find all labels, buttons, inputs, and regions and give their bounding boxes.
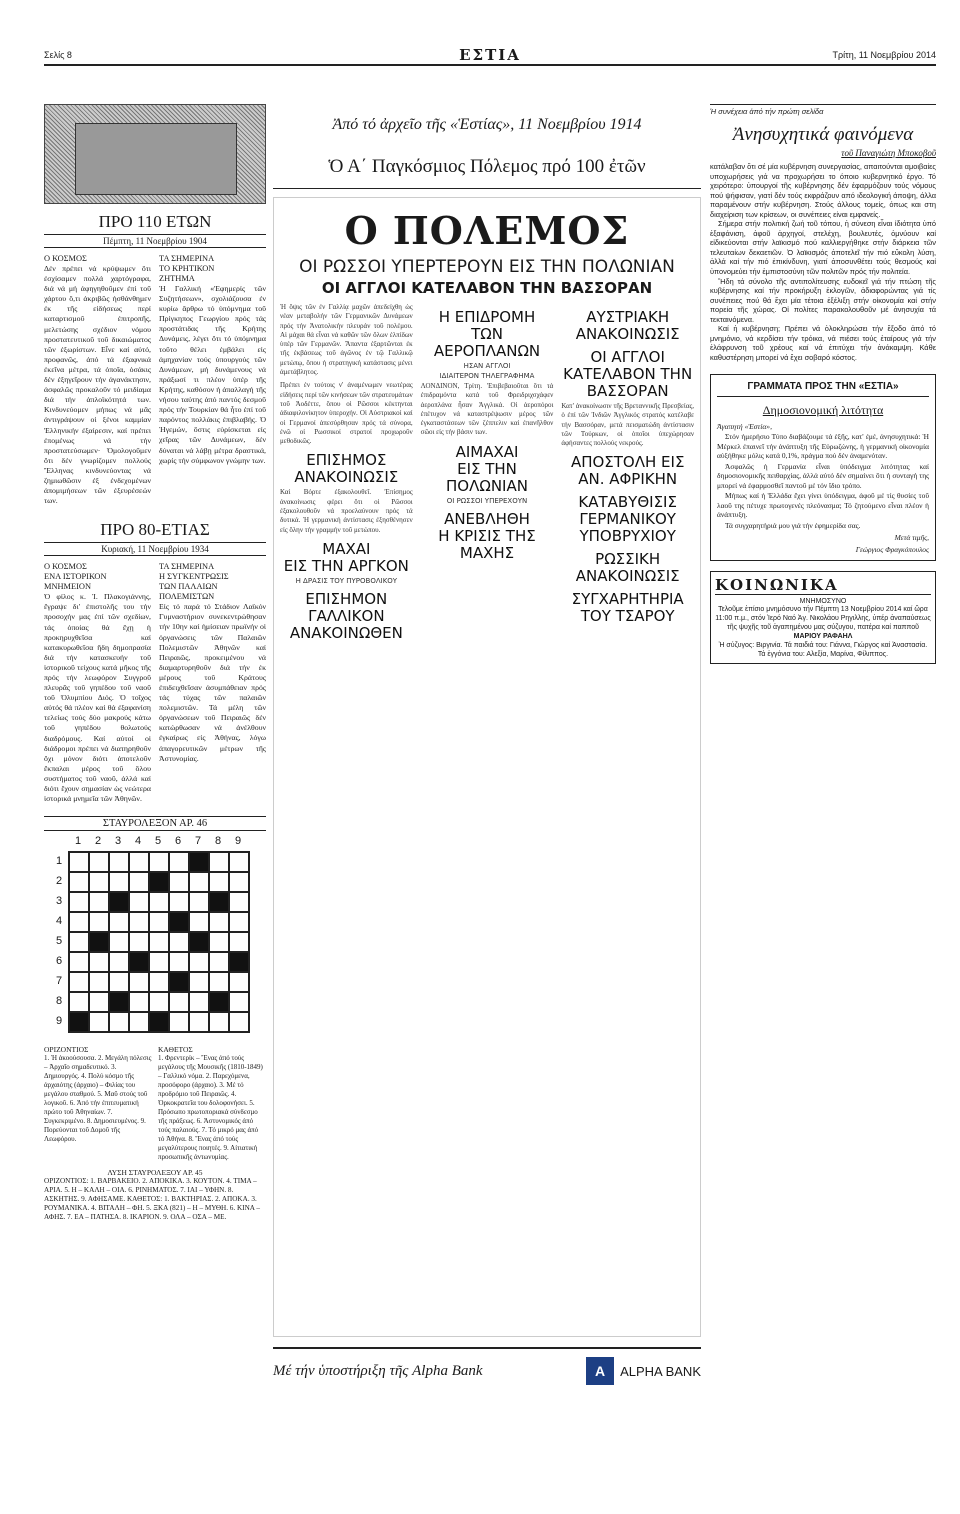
row-number: 1 [56,855,63,868]
article-simerina-1904 [159,254,266,506]
clip-text: Καί Βόρτε ἐξακολουθεῖ. Ἐπίσημος ἀνακοίνωσις φέρει ὅτι οἱ Ρῶσσοι ἐξακολουθοῦν νά προελαύνουν πρός τά δυτικά. Ἡ γερμανική ἀντίστασις ἐξησθένησεν εἰς ὅλην τήν γραμμήν τοῦ μετώπου. [280,488,413,534]
crossword-cell[interactable] [229,852,249,872]
crossword-cell [189,932,209,952]
crossword-cell[interactable] [89,892,109,912]
clip-subhead: ΑΠΟΣΤΟΛΗ ΕΙΣ ΑΝ. ΑΦΡΙΚΗΝ [570,453,685,489]
section-title: ΠΡΟ 110 ΕΤΩΝ [98,212,212,231]
crossword-cell[interactable] [69,972,89,992]
crossword-row-numbers [56,851,62,1031]
clip-column-3 [561,303,694,644]
crossword-cell[interactable] [109,872,129,892]
crossword-cell[interactable] [129,932,149,952]
social-head: ΚΟΙΝΩΝΙΚΑ [715,576,931,595]
col-number: 6 [174,835,182,848]
clues-text: 1. Φρεντερίκ – Ἔνας ἀπό τούς μεγάλους τῆς Μουσικῆς (1810-1849) – Γαλλικό νόμα. 2. Παρεχόμενα, προσόφορο (ἀρχαιο). 3. Μέ τό προδρόμιο τοῦ Πειραιῶς. 4. Ὁρκοκρατεῖα του δολοφονήσει. 5. Πρόσωπο πρωτοποριακά σύνδεσμο τῆς πράξεως. 6. Ἀστυνομικός ἀπό τούς παλαιούς. 7. Τό μικρό μας ἀπό τό Ἀθήνα. 8. Ἕνας ἀπό τούς μεγαλύτερους ποιητές. 9. Αἰτιατική προσωπικῆς ἀντωνυμίας. [158,1054,263,1162]
crossword-cell [149,872,169,892]
crossword-cell[interactable] [189,952,209,972]
crossword-cell [169,972,189,992]
section-title: ΠΡΟ 80-ΕΤΙΑΣ [100,520,210,540]
crossword-cell[interactable] [149,992,169,1012]
clues-head: ΟΡΙΖΟΝΤΙΟΣ [44,1045,89,1055]
archive-title: Ἀπό τό ἀρχεῖο τῆς «Ἑστίας», 11 Νοεμβρίου 1914 [332,116,642,133]
middle-column [273,104,701,1385]
crossword-grid[interactable] [68,851,250,1033]
section-110-years [44,212,266,248]
letter-closing: Μετά τιμῆς, [894,533,929,543]
clues-head: ΚΑΘΕΤΟΣ [158,1045,193,1055]
paragraph: Τά συγχαρητήριά μου γιά τήν ἐφημερίδα σας. [725,520,861,530]
crossword-cell [229,952,249,972]
crossword-cell[interactable] [169,892,189,912]
crossword-cell[interactable] [189,872,209,892]
article-simerina-1934 [159,562,266,804]
crossword-cell[interactable] [169,952,189,972]
paragraph: Ἤδη τά σύνολο τῆς αντιπολίτευσης ευδοκεῖ γιά τήν πτώση τῆς κυβέρνησης καί τήν προκήρυξη ἐκλογῶν, ἀδιαφορώντας γιά τίς συνέπειες πού θά ἔχει μία τέτοια ἐξέλιξη στήν οἰκονομία καί στήν πορεία τῆς χώρας. Οἱ πολίτες παρακολουθοῦν μέ ἀνησυχία τά τεκταινόμενα. [710,276,936,324]
row-number: 2 [56,875,63,888]
crossword-cell[interactable] [169,932,189,952]
clip-subhead: ΡΩΣΣΙΚΗ ΑΝΑΚΟΙΝΩΣΙΣ [575,550,680,586]
letter-salutation: Ἀγαπητή «Ἑστία», [717,422,773,432]
crossword-cell[interactable] [89,1012,109,1032]
crossword-cell[interactable] [229,892,249,912]
crossword-cell [189,852,209,872]
article-text: Δέν πρέπει νά κρύψωμεν ὅτι ἐσχίσαμεν πολλά χαρτόγραφα, διά νά μή ἀφηγηθοῦμεν ἐπί τοῦ χάρτου ὅ,τι ἀκριβῶς ἠσθάνθημεν ἐκ τῆς εἰδήσεως περί καταρτισμοῦ ἐπιτροπῆς, μελετώσης σχέδιον νόμου προστατευτικοῦ τοῦ δικαιώματος τῶν ἐξωρίστων. Εἶνε καί αὐτό, προφανῶς, ἀπό τά ἐξαφνικά ἐκεῖνα μέτρα, τά ὁποῖα, ὁσάκις δέν ἐξηγεῖρουν τήν ἀγανάκτησιν, ἀσφαλῶς προκαλοῦν τό μειδίαμα διά τήν ἀπλοϊκότητά των. Κινδυνεύομεν μήπως νά μᾶς ἀντιγράψουν οἱ ξένοι καμμίαν Ἑλληνικήν ἐξαίρεσιν, καί πρέπει ἐπομένως νά τήν προστατεύσωμεν· Ὁμολογοῦμεν ὅτι δέν γνωρίζομεν πολλούς Ἕλληνας κινδυνεύοντας νά ζημιωθῶσιν ἐξ ἐνδεχομένων ἀπομιμήσεων τῶν ἐξευρέσεών των. [44,264,151,506]
crossword-cell[interactable] [129,1012,149,1032]
crossword-column-numbers [68,835,248,847]
crossword-cell [109,992,129,1012]
crossword-cell[interactable] [189,1012,209,1032]
crossword-cell[interactable] [149,852,169,872]
crossword-cell[interactable] [189,912,209,932]
crossword-cell[interactable] [189,972,209,992]
solution-text: ΟΡΙΖΟΝΤΙΟΣ: 1. ΒΑΡΒΑΚΕΙΟ. 2. ΑΠΟΚΙΚΑ. 3. ΚΟΥΤΟΝ. 4. ΤΙΜΑ – ΑΡΙΑ. 5. Η – ΚΑΛΗ – ΟΙΑ. 6. ΡΙΝΗΜΑΤΟΣ. 7. ΙΑΙ – ΥΦΗΝ. 8. ΑΣΚΗΤΗΣ. 9. ΑΦΗΣΑΜΕ. ΚΑΘΕΤΟΣ: 1. ΒΑΚΤΗΡΙΑΣ. 2. ΑΠΟΚΑ. 3. ΡΟΥΜΑΝΙΚΑ. 4. ΒΙΤΑΛΗ – ΦΗ. 5. ΞΚΑ (821) – Η – ΜΥΘΗ. 6. ΚΙΝΑ – ΑΦΗΣ. 7. ΕΑ – ΠΑΤΗΣΑ. 8. ΙΚΑΡΙΟΝ. 9. ΟΛΑ – ΟΣΑ – ΜΕ. [44,1177,260,1222]
clip-subhead: ΜΑΧΑΙ ΕΙΣ ΤΗΝ ΑΡΓΚΟΝ [283,539,409,575]
crossword-cell[interactable] [209,1012,229,1032]
col-number: 4 [134,835,142,848]
clip-column-1 [280,303,413,644]
crossword-cell[interactable] [229,912,249,932]
crossword-cell[interactable] [109,912,129,932]
row-number: 8 [56,995,63,1008]
crossword-cell[interactable] [149,972,169,992]
crossword-cell[interactable] [89,852,109,872]
article-head: Ο ΚΟΣΜΟΣ ΕΝΑ ΙΣΤΟΡΙΚΟΝ ΜΝΗΜΕΙΟΝ [44,562,107,592]
clip-subhead: ΕΠΙΣΗΜΟΝ ΓΑΛΛΙΚΟΝ ΑΝΑΚΟΙΝΩΘΕΝ [289,589,403,642]
col-number: 7 [194,835,202,848]
crossword [56,835,256,1035]
article-text: Εἰς τό παρά τό Στάδιον Λαϊκόν Γυμναστήριον συνεκεντρώθησαν τήν 10ην καί ἡμίσειαν πρωϊνήν οἱ ὀργανώσεις τῶν Παλαιῶν Πολεμιστῶν Ἀθηνῶν καί Πειραιῶς, προκειμένου νά διαμαρτυρηθοῦν διά τήν ἐκ μέρους τοῦ Κράτους ἐπιδειχθεῖσαν ἀσυμπάθειαν πρός τάς τύχας τῶν παλαιῶν πολεμιστῶν. Τά μέλη τῶν ὀργανώσεων τοῦ Πειραιῶς δέν κατώρθωσαν νά ἀνέλθουν ἐγκαίρως εἰς Ἀθήνας, λόγω ἀπαγορευτικῶν μέτρων τῆς Ἀστυνομίας. [159,602,266,763]
paragraph: Ἀσφαλῶς ἡ Γερμανία εἶναι ὑπόδειγμα λιτότητας καί δημοσιονομικῆς πειθαρχίας, ἀλλά αὐτό δέν σημαίνει ὅτι ἡ συνταγή της μπορεί νά ἐφαρμοσθεῖ παντοῦ μέ τόν ἴδιο τρόπο. [717,461,929,490]
crossword-cell[interactable] [109,932,129,952]
newspaper-logo: ΕΣΤΙΑ [459,46,521,64]
crossword-cell[interactable] [149,892,169,912]
crossword-cell[interactable] [69,872,89,892]
sponsor-text: Μέ τήν ὑποστήριξη τῆς Alpha Bank [273,1362,483,1379]
article-head: ΤΑ ΣΗΜΕΡΙΝΑ Η ΣΥΓΚΕΝΤΡΩΣΙΣ ΤΩΝ ΠΑΛΑΙΩΝ ΠΟΛΕΜΙΣΤΩΝ [159,562,229,602]
article-text: Ὁ φίλος κ. Ἰ. Πλακογιάννης, ἔγραψε δι' ἐπιστολῆς του τήν προσοχήν μας ἐπί τῶν σχεδίων, τάς ὁποίας θά ἔχῃ ἡ προκηρυχθεῖσα καί κατακυρωθεῖσα ἤδη δημοπρασία διά τήν κατασκευήν τοῦ ἱστορικοῦ τείχους κατά μῆκος τῆς πρός τήν λεωφόρον Συγγροῦ πλευρᾶς τοῦ γηπέδου τοῦ ναοῦ τοῦ Ὀλυμπίου Διός. Ὁ τοῖχος αὐτός θά πλέον καί θά ἐξαφανίση τελείως τούς δύο μακρούς κάτω τοῦ γηπέδου θολωτούς διαδρόμους. Καί αὐτοί οἱ διάδρομοι πρέπει νά διατηρηθοῦν ὄχι μόνον διότι ἀποτελοῦν ἔκπαλαι μέρος τοῦ ὅλου συστήματος τοῦ ναοῦ, ἀλλά καί διότι ἔχουν σημασίαν ὡς νεώτερα ἱστορικά μνημεῖα τῶν Ἀθηνῶν. [44,592,151,804]
social-name: ΜΑΡΙΟΥ ΡΑΦΑΗΛ [793,633,853,641]
crossword-cell[interactable] [69,852,89,872]
section-110-columns [44,254,266,506]
clip-column-2 [421,303,554,644]
crossword-cell[interactable] [129,852,149,872]
crossword-cell[interactable] [209,932,229,952]
crossword-cell[interactable] [129,972,149,992]
bank-logo [586,1357,701,1385]
section-date: Κυριακή, 11 Νοεμβρίου 1934 [44,542,266,556]
crossword-cell[interactable] [229,1012,249,1032]
letters-box [710,374,936,561]
letter-title: Δημοσιονομική λιτότητα [762,403,884,418]
crossword-cell[interactable] [89,912,109,932]
crossword-cell[interactable] [89,952,109,972]
row-number: 5 [56,935,63,948]
clip-subhead: ΑΝΕΒΛΗΘΗ Η ΚΡΙΣΙΣ ΤΗΣ ΜΑΧΗΣ [438,509,536,562]
crossword-cell[interactable] [229,992,249,1012]
clip-subhead: Η ΕΠΙΔΡΟΜΗ ΤΩΝ ΑΕΡΟΠΛΑΝΩΝ [433,308,541,360]
clip-subhead: ΟΙ ΑΓΓΛΟΙ ΚΑΤΕΛΑΒΟΝ ΤΗΝ ΒΑΣΣΟΡΑΝ [563,348,693,400]
right-column [710,104,936,664]
section-date: Πέμπτη, 11 Νοεμβρίου 1904 [44,234,266,248]
crossword-cell[interactable] [129,892,149,912]
social-sub: ΜΝΗΜΟΣΥΝΟ [799,598,847,606]
clip-subhead-small: ΗΣΑΝ ΑΓΓΛΟΙ [463,362,511,370]
crossword-cell [169,912,189,932]
crossword-cell[interactable] [89,872,109,892]
crossword-title: ΣΤΑΥΡΟΛΕΞΟΝ ΑΡ. 46 [44,816,266,831]
across-clues [44,1045,152,1162]
clues-text: 1. Ἡ ἀκοούσουσα. 2. Μεγάλη πόλεσις – Ἀρχαῖο σημαδευτικό. 3. Δημιουργός. 4. Πολύ κόσμο τῆς ἀρχαιότης (ἀρχαιο) – Φιλίας του μεγάλου σταθμού. 5. Μαῦ στούς τοῦ λογικοῦ. 6. Ἀπό τήν ἐπιτευματική πρώτο τοῦ Ἀθηναίων. 7. Συγκεκριμένο. 8. Δημοσιευμένος. 9. Πορεύονται τοῦ Δομοῦ τῆς Λεωφόρου. [44,1054,152,1144]
archive-header [273,116,701,178]
article-kosmos-1934 [44,562,151,804]
col-number: 5 [154,835,162,848]
clip-subhead-small: Η ΔΡΑΣΙΣ ΤΟΥ ΠΥΡΟΒΟΛΙΚΟΥ [295,576,398,585]
crossword-cell[interactable] [109,972,129,992]
left-column [44,104,266,1409]
crossword-cell[interactable] [89,972,109,992]
crossword-cell[interactable] [69,892,89,912]
crossword-cell[interactable] [109,852,129,872]
crossword-cell[interactable] [209,912,229,932]
crossword-cell[interactable] [129,992,149,1012]
crossword-cell[interactable] [189,892,209,912]
col-number: 3 [114,835,122,848]
clip-tag: ΙΔΙΑΙΤΕΡΟΝ ΤΗΛΕΓΡΑΦΗΜΑ [439,372,535,380]
row-number: 4 [56,915,63,928]
row-number: 6 [56,955,63,968]
clip-subhead: ΚΑΤΑΒΥΘΙΣΙΣ ΓΕΡΜΑΝΙΚΟΥ ΥΠΟΒΡΥΧΙΟΥ [578,493,677,546]
crossword-cell[interactable] [89,992,109,1012]
col-number: 9 [234,835,242,848]
social-text: Τελοῦμε ἐπίσιο μνημόσυνο τήν Πέμπτη 13 Νοεμβρίου 2014 καί ὥρα 11:00 π.μ., στόν Ἱερό Ναό Ἁγ. Νικολάου Ρηγιλλης, ὑπέρ ἀναπαύσεως τῆς ψυχῆς τοῦ ἀγαπημένου μας σύζυγου, πατέρα καί παπποῦ [715,606,931,632]
clip-deck-2: ΟΙ ΑΓΓΛΟΙ ΚΑΤΕΛΑΒΟΝ ΤΗΝ ΒΑΣΣΟΡΑΝ [321,279,653,297]
clip-text: Ἡ ὄψις τῶν ἐν Γαλλίᾳ μαχῶν ἀπεδείχθη ὡς νέαν μεταβολήν τῶν Γερμανικῶν Δυνάμεων πρός τήν Ἀνατολικήν πλευράν τοῦ πολέμου. Αἱ μάχαι θά εἶναι νά καθῶν τῶν ὅλων ἐλπίδων ὑπέρ τῶν Γερμανῶν. Ἄπαντα ἐξαρτῶνται ἐκ τῆς ἐκβάσεως τοῦ ἀγῶνος ἐν τῷ Γαλλικῷ μετώπῳ, ὅπου ἡ στρατηγική κατάστασις μένει ἀμετάβλητος. [280,303,413,377]
social-box [710,571,936,664]
crossword-cell[interactable] [129,912,149,932]
crossword-cell[interactable] [189,992,209,1012]
clip-subhead: ΕΠΙΣΗΜΟΣ ΑΝΑΚΟΙΝΩΣΙΣ [294,451,399,487]
clip-subhead: ΑΥΣΤΡΙΑΚΗ ΑΝΑΚΟΙΝΩΣΙΣ [575,308,680,343]
crossword-cell[interactable] [209,852,229,872]
paragraph: Στόν ἡμερήσιο Τύπο διαβάζουμε τά ἑξῆς, κατ' ἐμέ, ἀνησυχητικά: Ἡ Μέρκελ ἐπαινεῖ τήν ἀνάπτυξη τῆς Εὐρωζώνης, ἡ γερμανική οἰκονομία αὐξήθηκε μόλις κατά 0,1%, πράγμα πού δέν ἀναμενόταν. [717,432,929,461]
page-number: Σελίς 8 [44,50,72,60]
crossword-cell[interactable] [109,952,129,972]
crossword-cell [129,952,149,972]
clip-headline: Ο ΠΟΛΕΜΟΣ [344,208,630,253]
col-number: 8 [214,835,222,848]
crossword-cell[interactable] [169,1012,189,1032]
crossword-cell[interactable] [129,872,149,892]
row-number: 7 [56,975,63,988]
crossword-cell[interactable] [169,852,189,872]
down-clues [158,1045,266,1162]
crossword-cell[interactable] [169,992,189,1012]
crossword-cell[interactable] [229,972,249,992]
main-title: Ὁ Α΄ Παγκόσμιος Πόλεμος πρό 100 ἐτῶν [328,156,646,177]
crossword-clues [44,1045,266,1162]
crossword-cell[interactable] [169,872,189,892]
clip-deck-1: ΟΙ ΡΩΣΣΟΙ ΥΠΕΡΤΕΡΟΥΝ ΕΙΣ ΤΗΝ ΠΟΛΩΝΙΑΝ [299,257,675,277]
article-body [710,162,936,362]
crossword-cell [109,892,129,912]
clip-subhead: ΣΥΓΧΑΡΗΤΗΡΙΑ ΤΟΥ ΤΣΑΡΟΥ [571,590,684,626]
clip-subhead: ΑΙΜΑΧΑΙ ΕΙΣ ΤΗΝ ΠΟΛΩΝΙΑΝ [446,442,528,495]
byline: τοῦ Παναγιώτη Μποκοβοῦ [841,148,936,158]
crossword-cell[interactable] [69,992,89,1012]
letter-signature: Γεώργιος Φραγκόπουλος [855,545,929,555]
continuation-note: Ἡ συνέχεια ἀπό τήν πρώτη σελίδα [710,104,936,116]
clip-subhead-small: ΟΙ ΡΩΣΣΟΙ ΥΠΕΡΕΧΟΥΝ [446,496,528,505]
crossword-cell [149,1012,169,1032]
col-number: 1 [74,835,82,848]
clip-columns [274,297,700,644]
crossword-cell[interactable] [69,912,89,932]
crossword-cell[interactable] [229,872,249,892]
crossword-cell [209,892,229,912]
letter-body [717,432,929,530]
article-head: ΤΑ ΣΗΜΕΡΙΝΑ ΤΟ ΚΡΗΤΙΚΟΝ ΖΗΤΗΜΑ [159,254,215,283]
engraving-illustration [44,104,266,204]
col-number: 2 [94,835,102,848]
issue-date: Τρίτη, 11 Νοεμβρίου 2014 [832,50,936,60]
crossword-cell[interactable] [209,952,229,972]
solution-head: ΛΥΣΗ ΣΤΑΥΡΟΛΕΞΟΥ ΑΡ. 45 [107,1168,203,1178]
archive-clipping [273,197,701,1337]
crossword-cell[interactable] [209,872,229,892]
row-number: 9 [56,1015,63,1028]
crossword-cell[interactable] [149,952,169,972]
bank-name: ALPHA BANK [620,1363,701,1379]
article-kosmos-1904 [44,254,151,506]
alpha-bank-icon: A [586,1357,614,1385]
masthead [44,48,936,66]
article-text: Ἡ Γαλλική «Ἐφημερίς τῶν Συζητήσεων», σχολιάζουσα ἐν κυρίω ἄρθρω τό ὑπόμνημα τοῦ Πρίγκηπος Γεωργίου πρός τάς προστάτιδας τῆς Κρήτης Δυνάμεις, λέγει ὅτι τό ὑπόμνημα τοῦτο θέλει ἐμβάλει εἰς ἀμηχανίαν τούς ὑπουργούς τῶν Δυνάμεων, μή δυνάμενους νά πράξωσί τι πλέον ὑπέρ τῆς Κρήτης, καθόσον ἡ ἀπαλλαγή τῆς νήσου ταύτης ἀπό παντός δεσμοῦ πρός τήν Τουρκίαν θά ἦτο ἐπί τοῦ παρόντος πολλάκις ἐπιβλαβής. Ὁ Ἡγεμών, ὅστις εὑρίσκεται εἰς χεῖρας τῶν Δυνάμεων, δέν δύναται νά λάβῃ μέτρα δραστικά, χωρίς τήν σύμφωνον γνώμην των. [159,284,266,465]
clip-text: ΛΟΝΔΙΝΟΝ, Τρίτη. Ἐπιβεβαιοῦται ὅτι τά ἐπιδραμόντα κατά τοῦ Φρειδριχσχάφεν ἀεροπλάνα ἦσαν Ἀγγλικά. Οἱ ἀεροπόροι ἐπέτυχον νά καταστρέψωσιν μέρος τῶν ἐγκαταστάσεων τῶν ζέππελιν καί ἐπανῆλθον σῶοι εἰς τήν βάσιν των. [420,382,554,437]
crossword-cell [89,932,109,952]
section-80-columns [44,562,266,804]
crossword-cell[interactable] [209,972,229,992]
paragraph: Σήμερα στήν πολιτική ζωή τοῦ τόπου, ἡ σύνεση εἶναι ἰδιότητα ὑπό ἐξαφάνιση, ἀφοῦ ἀρχηγοί, στελέχη, βουλευτές, ὀμνύουν καί εἰδικεύονται στήν λαϊκισμό πού καλλιεργήθηκε στήν διάρκεια τῶν τελευταίων δεκαετιῶν. Ὁ λαϊκισμός ἀποτελεῖ τήν πιό εὔκολη λύση, ἀλλά καί τήν πιό ἐπικίνδυνη, γιατί ἀποσυνθέτει τούς θεσμούς καί ὑπονομεύει τήν ἐμπιστοσύνη τῶν πολιτῶν πρός τήν πολιτεία. [710,219,936,277]
crossword-cell [69,1012,89,1032]
paragraph: Καί ἡ κυβέρνηση; Πρέπει νά ὁλοκληρώσει τήν ἔξοδο ἀπό τό μνημόνιο, νά κερδίσει τήν τρόικα, νά πιέσει τούς ἑταίρους γιά τήν ἐλάφρυνση τοῦ χρέους καί νά ἐπιτύχει τήν ἀνάκαμψη. Κάθε καθυστέρηση μπορεί νά ἔχει σοβαρό κόστος. [710,324,936,362]
crossword-cell[interactable] [69,932,89,952]
paragraph: κατάλαβαν ὅτι σέ μία κυβέρνηση συνεργασίας, απαιτούνται αμοιβαίες υποχωρήσεις γιά να προχωρήσει το όποιο κυβερνητικό έργο. Τό χειρότερο: ὑπουργοί τῆς κυβέρνησης δέν έφαρμόζουν τούς νόμους πού ψήφισαν, γιατί δέν τούς εκφράζουν από ιδεολογική άποψη, άλλα παραμένουν στήν κυβέρνηση. Στούς άλλους τομείς, όπως και στη διαχείριση των κρίσεων, οι συνέπειες είναι εμφανείς. [710,162,936,219]
crossword-cell[interactable] [109,1012,129,1032]
crossword-cell[interactable] [149,932,169,952]
crossword-cell[interactable] [149,912,169,932]
letters-head: ΓΡΑΜΜΑΤΑ ΠΡΟΣ ΤΗΝ «ΕΣΤΙΑ» [717,381,929,397]
crossword-cell [209,992,229,1012]
clip-text: Κατ' ἀνακοίνωσιν τῆς Βρεταννικῆς Πρεσβείας, ὁ ἐπί τῶν Ἰνδιῶν Ἀγγλικός στρατός κατέλαβε τήν Βασσόραν, μετά πεισματώδη ἀντίστασιν τῶν Τούρκων, οἱ ὁποῖοι ὑπεχώρησαν ἀφήσαντες πολλούς νεκρούς. [561,402,695,448]
section-80-years [44,520,266,556]
crossword-cell[interactable] [229,932,249,952]
row-number: 3 [56,895,63,908]
social-family: Ἡ σύζυγος: Βιργινία. Τά παιδιά του: Γιάννα, Γιώργος καί Ἀναστασία. Τά ἐγγόνια του: Αλεξία, Μαρίνα, Φίλιππος. [718,642,928,659]
crossword-cell[interactable] [69,952,89,972]
clip-text: Πρέπει ἐν τούτοις ν' ἀναμένωμεν νεωτέρας εἰδήσεις περί τῶν κινήσεων τῶν στρατευμάτων τοῦ Ἀοδέττε, ὅπου οἱ Ρῶσσοι κέκτηνται ἀδιαφιλονίκητον ὑπεροχήν. Οἱ Αὐστριακοί καί οἱ Γερμανοί ἀπεσύρθησαν πρός τά σύνορα, ἐνῶ οἱ Ρωσσικοί στρατοί προχωροῦν μεθοδικῶς. [280,381,413,446]
paragraph: Μήπως καί ἡ Ἑλλάδα ἔχει γίνει ὑπόδειγμα, ἀφοῦ μέ τίς θυσίες τοῦ λαοῦ της πέτυχε πρωτογενές πλεόνασμα; Τό ζητούμενο εἶναι πλέον ἡ ἀνάπτυξη. [717,491,929,520]
article-title: Ἀνησυχητικά φαινόμενα [732,124,914,145]
sponsor-bar [273,1347,701,1385]
article-head: Ο ΚΟΣΜΟΣ [44,254,87,263]
crossword-solution [44,1168,266,1222]
divider [273,188,701,189]
